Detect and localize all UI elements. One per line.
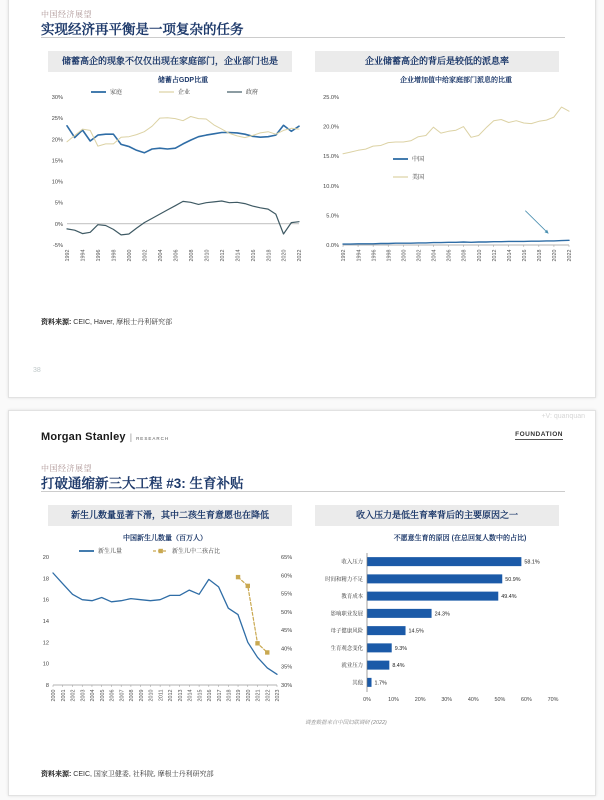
brand-divider: | [129, 432, 133, 442]
svg-text:50%: 50% [494, 697, 506, 703]
svg-text:2020: 2020 [281, 249, 288, 262]
title-divider [41, 491, 565, 492]
svg-text:-5%: -5% [53, 243, 63, 249]
svg-text:2009: 2009 [138, 689, 145, 702]
svg-text:25.0%: 25.0% [323, 95, 339, 101]
section-eyebrow: 中国经济展望 [41, 464, 92, 473]
svg-text:2021: 2021 [255, 689, 262, 702]
brand-header [41, 427, 169, 445]
page-title: 实现经济再平衡是一项复杂的任务 [41, 22, 244, 37]
svg-text:2016: 2016 [522, 249, 528, 262]
svg-text:12: 12 [42, 640, 49, 647]
svg-text:2008: 2008 [129, 689, 136, 702]
svg-text:1994: 1994 [356, 249, 363, 262]
svg-text:母子健康风险: 母子健康风险 [330, 628, 363, 635]
svg-text:60%: 60% [281, 573, 293, 580]
svg-text:14.5%: 14.5% [408, 628, 424, 635]
svg-text:60%: 60% [521, 697, 532, 703]
svg-text:35%: 35% [281, 664, 293, 671]
svg-text:2010: 2010 [148, 689, 155, 702]
svg-text:10%: 10% [51, 179, 63, 186]
brand-research-label: RESEARCH [136, 436, 170, 441]
svg-text:20%: 20% [51, 137, 63, 144]
svg-text:2004: 2004 [158, 249, 164, 262]
svg-text:2018: 2018 [226, 689, 233, 702]
panel-header-newborns: 新生儿数量显著下滑，其中二孩生育意愿也在降低 [48, 505, 292, 526]
savings-gdp-line-chart [33, 73, 309, 281]
svg-text:14: 14 [42, 619, 49, 625]
svg-text:5.0%: 5.0% [326, 213, 339, 220]
svg-text:24.3%: 24.3% [434, 611, 450, 618]
svg-text:1998: 1998 [111, 249, 118, 262]
svg-text:1998: 1998 [386, 249, 393, 262]
page-number: 38 [33, 367, 41, 374]
dividend-share-line-chart [305, 73, 581, 281]
svg-text:2006: 2006 [446, 249, 453, 262]
svg-text:2006: 2006 [173, 249, 180, 262]
svg-text:10.0%: 10.0% [323, 183, 339, 190]
svg-text:2022: 2022 [567, 249, 574, 262]
svg-text:1996: 1996 [96, 249, 103, 262]
svg-text:10%: 10% [388, 697, 399, 703]
svg-text:30%: 30% [51, 95, 63, 101]
report-page-1 [8, 0, 596, 398]
svg-text:中国新生儿数量（百万人）: 中国新生儿数量（百万人） [123, 535, 207, 542]
svg-text:不愿意生育的原因 (在总回复人数中的占比): 不愿意生育的原因 (在总回复人数中的占比) [393, 535, 527, 542]
svg-text:0%: 0% [363, 697, 371, 703]
svg-text:65%: 65% [281, 555, 293, 561]
panel-header-income-pressure: 收入压力是低生育率背后的主要原因之一 [315, 505, 559, 526]
svg-text:25%: 25% [51, 116, 63, 123]
svg-text:2020: 2020 [552, 249, 559, 262]
svg-text:2012: 2012 [491, 249, 498, 262]
svg-text:2019: 2019 [236, 689, 243, 702]
svg-text:2008: 2008 [461, 249, 468, 262]
svg-text:40%: 40% [467, 697, 479, 703]
foundation-label: FOUNDATION [515, 431, 563, 438]
svg-text:40%: 40% [281, 646, 293, 653]
svg-text:2000: 2000 [51, 689, 58, 702]
svg-text:2022: 2022 [265, 689, 272, 702]
svg-text:2016: 2016 [250, 249, 257, 262]
svg-text:70%: 70% [547, 697, 559, 703]
svg-text:2010: 2010 [476, 249, 483, 262]
svg-text:2005: 2005 [99, 689, 106, 702]
svg-text:50%: 50% [281, 609, 293, 616]
svg-text:30%: 30% [441, 697, 453, 703]
svg-text:5%: 5% [54, 200, 63, 207]
svg-text:55%: 55% [281, 591, 293, 598]
svg-text:2002: 2002 [70, 689, 77, 702]
svg-text:2014: 2014 [187, 689, 194, 702]
svg-text:家庭: 家庭 [110, 90, 123, 97]
svg-text:2011: 2011 [158, 689, 165, 702]
svg-text:15%: 15% [51, 158, 63, 165]
watermark: +V: quanquan [541, 413, 585, 420]
svg-text:1992: 1992 [65, 249, 72, 262]
svg-text:时间和精力不足: 时间和精力不足 [325, 576, 363, 583]
svg-text:9.3%: 9.3% [394, 645, 408, 652]
svg-text:10: 10 [42, 661, 49, 668]
svg-text:2014: 2014 [235, 249, 242, 262]
svg-text:2017: 2017 [216, 689, 223, 702]
svg-text:20%: 20% [414, 697, 426, 703]
svg-text:2000: 2000 [127, 249, 134, 262]
svg-text:其他: 其他 [352, 680, 363, 687]
svg-text:2007: 2007 [119, 689, 126, 702]
svg-text:2020: 2020 [245, 689, 252, 702]
svg-text:0.0%: 0.0% [326, 243, 339, 249]
svg-text:企业增加值中给家庭部门派息的比重: 企业增加值中给家庭部门派息的比重 [400, 77, 512, 84]
section-eyebrow: 中国经济展望 [41, 10, 92, 19]
svg-text:2016: 2016 [207, 689, 214, 702]
svg-text:企业: 企业 [178, 90, 191, 97]
svg-text:2015: 2015 [197, 689, 204, 702]
svg-text:1.7%: 1.7% [374, 680, 387, 687]
fertility-reasons-bar-chart [303, 531, 583, 727]
svg-text:15.0%: 15.0% [323, 154, 339, 161]
svg-text:49.4%: 49.4% [501, 594, 517, 601]
svg-text:16: 16 [42, 597, 49, 604]
svg-text:58.1%: 58.1% [524, 559, 540, 566]
svg-text:2010: 2010 [204, 249, 211, 262]
svg-text:新生儿中二孩占比: 新生儿中二孩占比 [172, 549, 221, 556]
svg-text:政府: 政府 [246, 90, 259, 97]
svg-text:生育观念变化: 生育观念变化 [330, 645, 363, 652]
svg-text:美国: 美国 [412, 175, 425, 182]
svg-text:18: 18 [42, 576, 49, 583]
page-title: 打破通缩新三大工程 #3: 生育补贴 [41, 476, 244, 491]
svg-text:2018: 2018 [537, 249, 544, 262]
svg-text:1996: 1996 [371, 249, 378, 262]
svg-text:2022: 2022 [297, 249, 304, 262]
svg-text:2018: 2018 [266, 249, 273, 262]
brand-logo: Morgan Stanley [41, 431, 126, 443]
panel-header-dividend: 企业储蓄高企的背后是较低的派息率 [315, 51, 559, 72]
svg-text:2013: 2013 [177, 689, 184, 702]
svg-text:中国: 中国 [412, 157, 425, 164]
source-text: CEIC, Haver, 摩根士丹利研究部 [71, 319, 173, 326]
svg-text:影响职业发展: 影响职业发展 [330, 611, 363, 618]
svg-text:2002: 2002 [416, 249, 423, 262]
svg-text:1992: 1992 [341, 249, 348, 262]
svg-text:新生儿量: 新生儿量 [98, 549, 123, 556]
svg-text:50.9%: 50.9% [505, 576, 521, 583]
svg-text:2008: 2008 [188, 249, 195, 262]
svg-text:0%: 0% [54, 221, 63, 228]
svg-text:2004: 2004 [90, 689, 97, 702]
svg-text:20: 20 [42, 555, 49, 561]
svg-text:就业压力: 就业压力 [341, 663, 363, 670]
svg-text:储蓄占GDP比重: 储蓄占GDP比重 [157, 77, 209, 84]
svg-text:1994: 1994 [80, 249, 87, 262]
source-note [41, 317, 172, 327]
svg-text:教育成本: 教育成本 [341, 594, 363, 601]
svg-text:2000: 2000 [401, 249, 408, 262]
svg-text:2014: 2014 [506, 249, 513, 262]
svg-text:2004: 2004 [431, 249, 438, 262]
source-label: 资料来源: [41, 771, 72, 778]
svg-text:2012: 2012 [168, 689, 175, 702]
newborns-line-chart [27, 531, 307, 727]
report-page-2 [8, 410, 596, 796]
svg-text:2006: 2006 [109, 689, 116, 702]
source-label: 资料来源: [41, 319, 72, 326]
source-note [41, 769, 214, 779]
svg-text:8: 8 [45, 683, 49, 689]
svg-text:2001: 2001 [60, 689, 67, 702]
svg-text:2023: 2023 [275, 689, 282, 702]
svg-text:2012: 2012 [219, 249, 226, 262]
svg-text:8.4%: 8.4% [392, 663, 405, 670]
svg-text:2002: 2002 [142, 249, 149, 262]
svg-text:20.0%: 20.0% [323, 124, 339, 131]
svg-text:45%: 45% [281, 628, 293, 635]
svg-text:30%: 30% [281, 683, 293, 689]
source-text: CEIC, 国家卫健委, 社科院, 摩根士丹利研究部 [71, 771, 214, 778]
title-divider [41, 37, 565, 38]
svg-text:2003: 2003 [80, 689, 87, 702]
panel-header-savings: 储蓄高企的现象不仅仅出现在家庭部门，企业部门也是 [48, 51, 292, 72]
svg-text:调查数据来自中国妇联调研 (2022): 调查数据来自中国妇联调研 (2022) [305, 720, 387, 726]
svg-text:收入压力: 收入压力 [341, 559, 363, 566]
